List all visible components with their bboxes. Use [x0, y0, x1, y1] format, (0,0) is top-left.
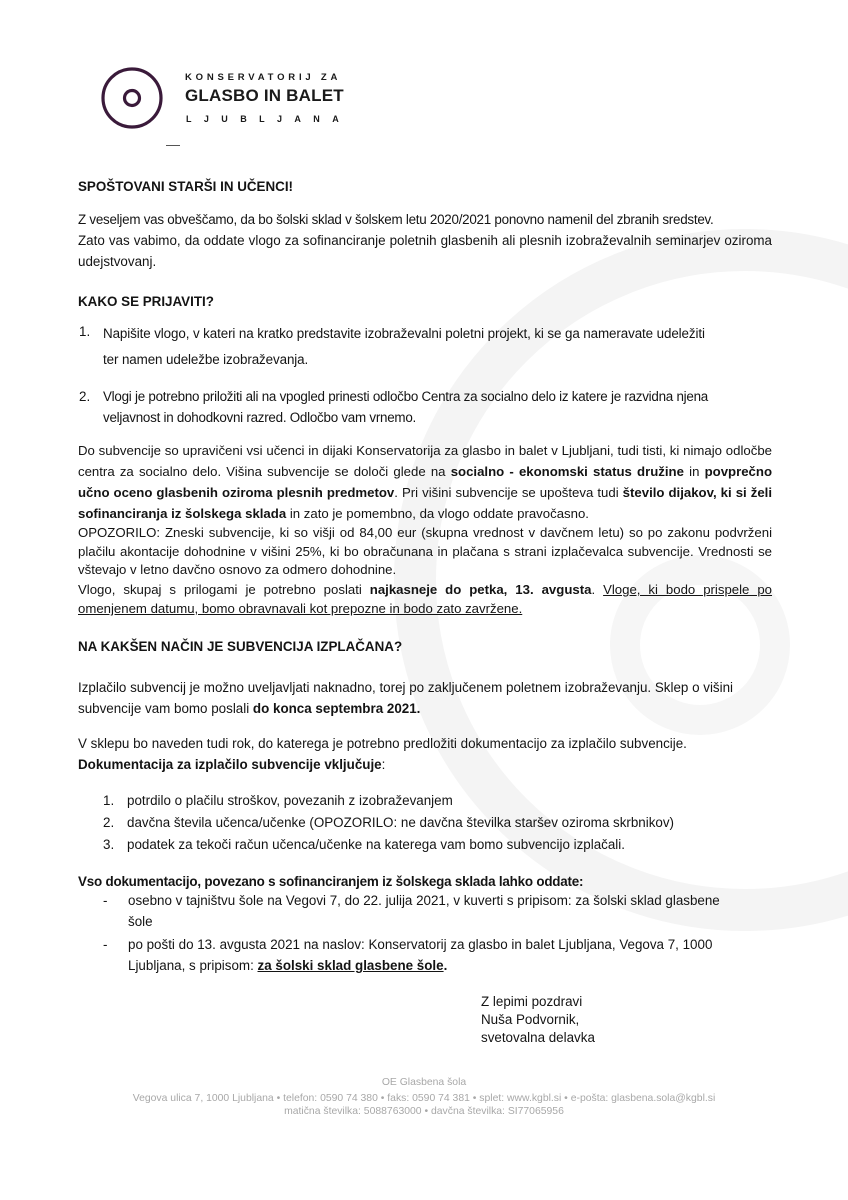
school-logo	[100, 64, 400, 154]
apply-steps-list	[79, 321, 773, 431]
payment-paragraph	[78, 677, 772, 719]
eligibility-text: in	[683, 464, 705, 479]
section-how-to-apply-heading: KAKO SE PRIJAVITI?	[78, 294, 214, 309]
documentation-includes	[78, 754, 772, 775]
documentation-paragraph	[78, 733, 772, 775]
option-text-line: po pošti do 13. avgusta 2021 na naslov: Konservatorij za glasbo in balet Ljubljana, Vegova 7, 1000	[128, 937, 713, 952]
tax-warning-paragraph: OPOZORILO: Zneski subvencije, ki so višji od 84,00 eur (skupna vrednost v davčnem letu) so po zakonu podvrženi plačilu akontacije dohodnine v višini 25%, ki bo obračunana in plačana s strani izplačevalca subvencije. Vrednosti se vštevajo v letno davčno osnovo za odmero dohodnine.	[78, 525, 772, 577]
deadline-text: Vlogo, skupaj s prilogami je potrebno poslati	[78, 582, 370, 597]
submission-heading: Vso dokumentacijo, povezano s sofinanciranjem iz šolskega sklada lahko oddate:	[78, 874, 584, 889]
footer-registration: matična številka: 5088763000 • davčna številka: SI77065956	[284, 1106, 564, 1117]
closing-greeting: Z lepimi pozdravi	[481, 994, 583, 1009]
colon: :	[381, 757, 386, 772]
item-text: davčna števila učenca/učenke (OPOZORILO: ne davčna številka staršev oziroma skrbnikov)	[127, 815, 675, 830]
eligibility-text: in zato je pomembno, da vlogo oddate pravočasno.	[286, 506, 589, 521]
submission-options-list	[103, 890, 773, 980]
eligibility-text: Do subvencije so upravičeni vsi učenci in dijaki Konservatorija za glasbo in balet v Ljubljani, tudi tisti, ki nimajo odločbe centra za socialno delo. Višina subvencije se določi glede na	[78, 443, 772, 479]
intro-line-1: Z veseljem vas obveščamo, da bo šolski sklad v šolskem letu 2020/2021 ponovno namenil del zbranih sredstev.	[78, 212, 714, 227]
documentation-includes-bold: Dokumentacija za izplačilo subvencije vključuje	[78, 757, 382, 772]
step-text-line: veljavnost in dohodkovni razred. Odločbo vam vrnemo.	[103, 410, 417, 425]
envelope-note: za šolski sklad glasbene šole	[257, 958, 444, 973]
concentric-circles-logo-icon	[100, 66, 164, 130]
deadline-text: .	[591, 582, 604, 597]
eligibility-paragraph	[78, 440, 772, 524]
intro-paragraph	[78, 209, 772, 272]
intro-line-2: Zato vas vabimo, da oddate vlogo za sofinanciranje poletnih glasbenih ali plesnih izobraževalnih seminarjev oziroma udejstvovanj.	[78, 233, 772, 269]
item-text: potrdilo o plačilu stroškov, povezanih z izobraževanjem	[127, 793, 453, 808]
greeting-heading: SPOŠTOVANI STARŠI IN UČENCI!	[78, 179, 294, 194]
footer-contact: Vegova ulica 7, 1000 Ljubljana • telefon: 0590 74 380 • faks: 0590 74 381 • splet: www.kgbl.si • e-pošta: glasbena.sola@kgbl.si	[132, 1093, 716, 1104]
eligibility-bold-count: število dijakov, ki si želi sofinanciranja iz šolskega sklada	[78, 485, 772, 521]
logo-line-3: LJUBLJANA	[186, 114, 352, 124]
footer-unit: OE Glasbena šola	[381, 1077, 467, 1088]
option-text-line: osebno v tajništvu šole na Vegovi 7, do 22. julija 2021, v kuverti s pripisom: za šolski sklad glasbene	[128, 893, 720, 908]
payment-deadline: do konca septembra 2021.	[252, 701, 421, 716]
step-number: 2.	[79, 389, 91, 404]
eligibility-bold-grade: povprečno učno oceno glasbenih oziroma plesnih predmetov	[78, 464, 773, 500]
section-payment-heading: NA KAKŠEN NAČIN JE SUBVENCIJA IZPLAČANA?	[78, 639, 403, 654]
logo-line-1: KONSERVATORIJ ZA	[185, 72, 342, 83]
step-number: 1.	[79, 324, 91, 339]
dash-bullet: -	[103, 937, 108, 952]
documentation-text: V sklepu bo naveden tudi rok, do katerega je potrebno predložiti dokumentacijo za izplačilo subvencije.	[78, 736, 687, 751]
logo-line-2: GLASBO IN BALET	[185, 86, 344, 105]
item-number: 3.	[103, 837, 115, 852]
footer	[0, 1076, 848, 1118]
step-text-line: Vlogi je potrebno priložiti ali na vpogled prinesti odločbo Centra za socialno delo iz katere je razvidna njena	[103, 389, 708, 404]
divider-dash	[166, 145, 180, 146]
late-submission-notice: Vloge, ki bodo prispele po omenjenem datumu, bomo obravnavali kot prepozne in bodo zato zavržene.	[78, 582, 773, 616]
eligibility-text: . Pri višini subvencije se upošteva tudi	[394, 485, 623, 500]
documentation-list	[103, 790, 773, 860]
signatory-name: Nuša Podvornik,	[481, 1012, 580, 1027]
option-text-line	[128, 955, 773, 976]
payment-text: Izplačilo subvencij je možno uveljavljati naknadno, torej po zaključenem poletnem izobraževanju. Sklep o višini subvencije vam bomo poslali	[78, 680, 734, 716]
item-number: 1.	[103, 793, 115, 808]
option-text: Ljubljana, s pripisom:	[128, 958, 258, 973]
dash-bullet: -	[103, 893, 108, 908]
item-number: 2.	[103, 815, 115, 830]
deadline-date: najkasneje do petka, 13. avgusta	[369, 582, 592, 597]
step-text-line: ter namen udeležbe izobraževanja.	[103, 352, 309, 367]
step-text-line: Napišite vlogo, v kateri na kratko predstavite izobraževalni poletni projekt, ki se ga nameravate udeležiti	[103, 326, 705, 341]
period: .	[443, 958, 448, 973]
eligibility-bold-status: socialno - ekonomski status družine	[450, 464, 684, 479]
deadline-paragraph	[78, 580, 772, 618]
item-text: podatek za tekoči račun učenca/učenke na katerega vam bomo subvencijo izplačali.	[127, 837, 625, 852]
signature-block	[481, 993, 595, 1047]
signatory-title: svetovalna delavka	[481, 1030, 595, 1045]
option-text-line: šole	[128, 914, 153, 929]
